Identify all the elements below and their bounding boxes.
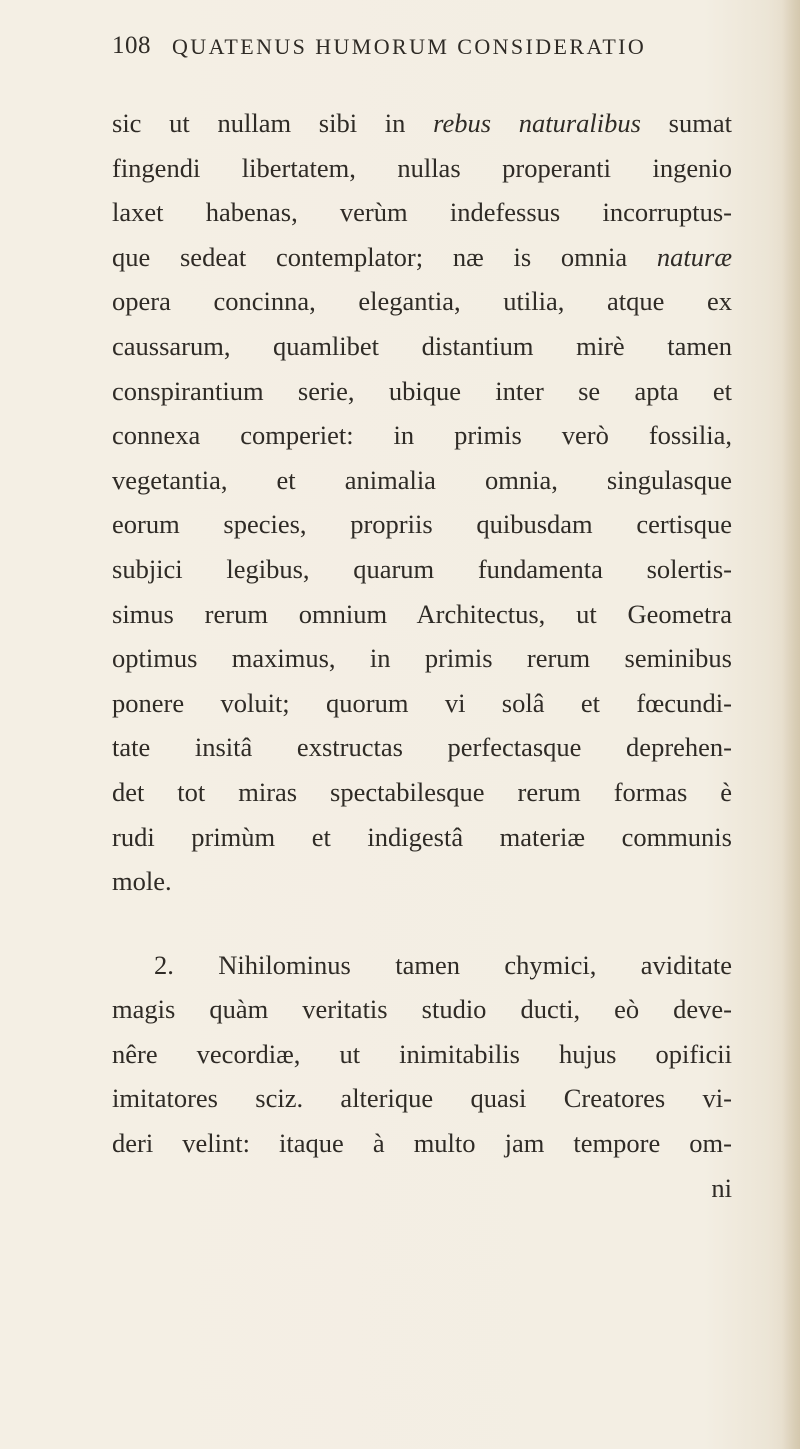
text-line: sic ut nullam sibi in rebus naturalibus sumat	[112, 108, 732, 138]
text-line: caussarum, quamlibet distantium mirè tamen	[112, 330, 732, 361]
text-line: rudi primùm et indigestâ materiæ communis	[112, 821, 732, 852]
text-line: laxet habenas, verùm indefessus incorruptus-	[112, 197, 732, 228]
text-line: optimus maximus, in primis rerum seminibus	[112, 643, 732, 674]
text-line: conspirantium serie, ubique inter se apta et	[112, 375, 732, 406]
paragraph-gap	[112, 904, 732, 943]
page-header	[0, 28, 800, 68]
text-line: tate insitâ exstructas perfectasque deprehen-	[112, 732, 732, 763]
text-line: opera concinna, elegantia, utilia, atque ex	[112, 286, 732, 317]
italic-phrase: naturæ	[656, 241, 732, 272]
catchword-line	[112, 1166, 732, 1211]
page-number: 108	[112, 32, 151, 59]
text-line: det tot miras spectabilesque rerum formas è	[112, 776, 732, 807]
text-line: ponere voluit; quorum vi solâ et fœcundi-	[112, 687, 732, 718]
text-line: eorum species, propriis quibusdam certisque	[112, 509, 732, 540]
italic-phrase: rebus naturalibus	[433, 108, 641, 138]
text-line: vegetantia, et animalia omnia, singulasque	[112, 464, 732, 495]
text-line: fingendi libertatem, nullas properanti ingenio	[112, 152, 732, 183]
running-title: QUATENUS HUMORUM CONSIDERATIO	[172, 34, 647, 59]
text-line: que sedeat contemplator; næ is omnia naturæ	[112, 241, 732, 272]
text-line: simus rerum omnium Architectus, ut Geometra	[112, 598, 732, 629]
text-line: magis quàm veritatis studio ducti, eò deve-	[112, 994, 732, 1025]
page-edge-shadow	[782, 0, 800, 1449]
text-line: imitatores sciz. alterique quasi Creatores vi-	[112, 1083, 732, 1114]
text-line: nêre vecordiæ, ut inimitabilis hujus opificii	[112, 1038, 732, 1069]
catchword: ni	[711, 1172, 732, 1203]
text-line-last: mole.	[112, 866, 172, 897]
body-text	[112, 101, 732, 1210]
text-line-indented: 2. Nihilominus tamen chymici, aviditate	[154, 949, 732, 980]
text-line: subjici legibus, quarum fundamenta solertis-	[112, 553, 732, 584]
text-line: deri velint: itaque à multo jam tempore om-	[112, 1128, 732, 1159]
text-line: connexa comperiet: in primis verò fossilia,	[112, 420, 732, 451]
